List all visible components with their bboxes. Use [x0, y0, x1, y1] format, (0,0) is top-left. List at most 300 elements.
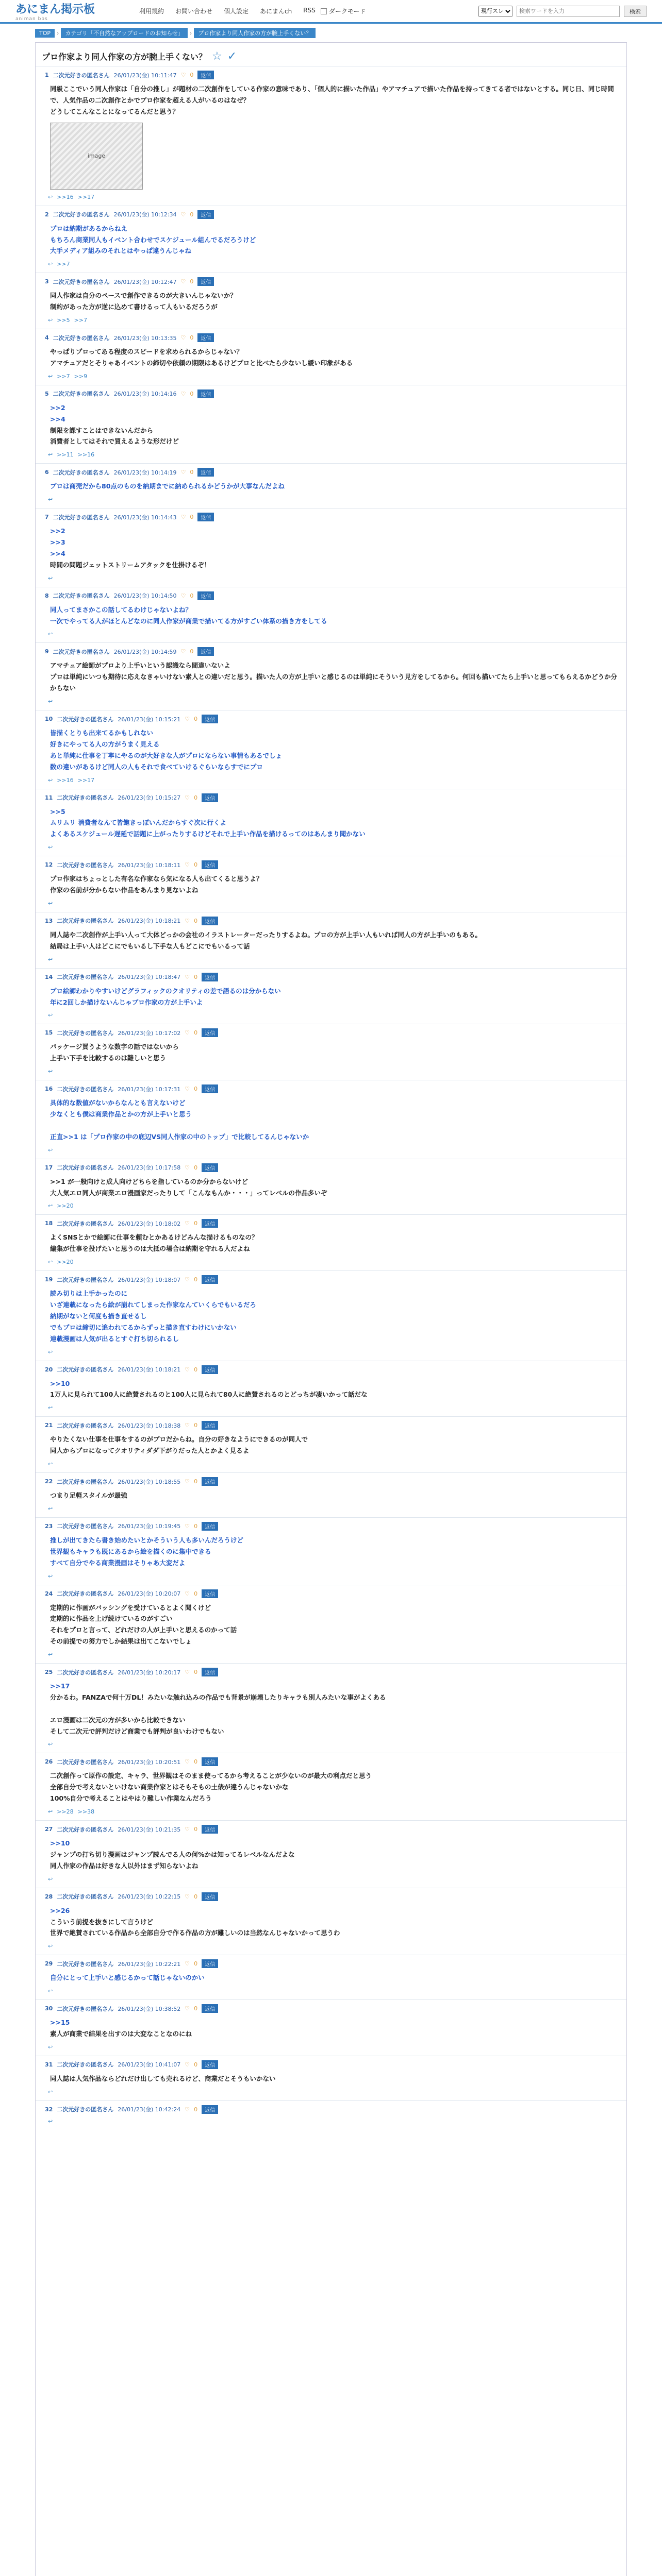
- dark-mode-checkbox[interactable]: [321, 8, 327, 14]
- post-number[interactable]: 27: [45, 1826, 53, 1833]
- like-count: 0: [194, 1960, 198, 1968]
- post-date: 26/01/23(金) 10:18:55: [118, 1478, 181, 1485]
- like-icon[interactable]: ♡: [185, 1893, 190, 1900]
- post-line: 同人作家は自分のペースで創作できるのが大きいんじゃないか？: [50, 292, 237, 300]
- post-line: >>10: [50, 1379, 70, 1387]
- reply-arrow-icon[interactable]: ↩: [48, 1505, 53, 1512]
- reply-arrow-icon[interactable]: ↩: [48, 1012, 53, 1019]
- post-date: 26/01/23(金) 10:20:07: [118, 1590, 181, 1597]
- post-date: 26/01/23(金) 10:17:02: [118, 1029, 181, 1037]
- post: [36, 912, 626, 968]
- search-button[interactable]: 検索: [624, 6, 647, 17]
- post-header: [45, 1219, 617, 1228]
- reply-arrow-icon[interactable]: ↩: [48, 1875, 53, 1883]
- reply-button[interactable]: 返信: [202, 1219, 218, 1228]
- like-icon[interactable]: ♡: [185, 794, 190, 801]
- post-date: 26/01/23(金) 10:20:17: [118, 1669, 181, 1676]
- post-body: [50, 1838, 617, 1872]
- post: [36, 968, 626, 1024]
- reply-button[interactable]: 返信: [202, 2004, 218, 2013]
- post-line: 作家の名前が分からない作品をあんまり見ないよね: [50, 886, 198, 894]
- post-number[interactable]: 2: [45, 211, 49, 218]
- like-icon[interactable]: ♡: [180, 72, 186, 78]
- post-date: 26/01/23(金) 10:14:59: [113, 648, 177, 655]
- breadcrumb-category[interactable]: カテゴリ「不自然なアップロードのお知らせ」: [61, 28, 187, 38]
- post-header: [45, 389, 617, 398]
- reply-button[interactable]: 返信: [197, 71, 214, 79]
- post-number[interactable]: 14: [45, 973, 53, 980]
- post-line: ムリムリ 消費者なんて皆飽きっぽいんだからすぐ次に行くよ: [50, 819, 226, 827]
- post-header: [45, 468, 617, 477]
- post-number[interactable]: 20: [45, 1366, 53, 1373]
- post: [36, 1024, 626, 1080]
- post-footer: [48, 496, 617, 503]
- post-footer: [48, 900, 617, 907]
- post-body: [50, 402, 617, 448]
- reply-arrow-icon[interactable]: ↩: [48, 1988, 53, 1995]
- search-scope-select[interactable]: [478, 6, 512, 17]
- reply-arrow-icon[interactable]: ↩: [48, 574, 53, 582]
- post-line: 大人気エロ同人が商業エロ漫画家だったりして「こんなもんか・・・」ってレベルの作品多いぞ: [50, 1189, 327, 1197]
- post-body: [50, 727, 617, 773]
- reply-button[interactable]: 返信: [202, 793, 218, 802]
- post-line: 具体的な数値がないからなんとも言えないけど: [50, 1099, 186, 1107]
- reply-arrow-icon[interactable]: ↩: [48, 193, 53, 200]
- post-date: 26/01/23(金) 10:18:21: [118, 1366, 181, 1373]
- logo-text[interactable]: あにまん掲示板: [15, 3, 95, 16]
- post-number[interactable]: 30: [45, 2005, 53, 2012]
- post-body: [50, 346, 617, 369]
- reply-arrow-icon[interactable]: ↩: [48, 1741, 53, 1748]
- reply-arrow-icon[interactable]: ↩: [48, 317, 53, 324]
- post-line: ジャンプの打ち切り漫画はジャンプ読んでる人の何%かは知ってるレベルなんだよな: [50, 1850, 295, 1858]
- post-line: 制限を課すことはできないんだから: [50, 426, 154, 434]
- nav-terms[interactable]: 利用規約: [139, 8, 164, 15]
- like-count: 0: [190, 514, 194, 521]
- nav-contact[interactable]: お問い合わせ: [175, 8, 213, 15]
- reply-button[interactable]: 返信: [202, 917, 218, 925]
- like-icon[interactable]: ♡: [185, 1029, 190, 1037]
- post-line: プロ絵師わかりやすいけどグラフィックのクオリティの差で語るのは分からない: [50, 987, 281, 995]
- post-number[interactable]: 18: [45, 1220, 53, 1227]
- reply-button[interactable]: 返信: [202, 1959, 218, 1968]
- reply-link[interactable]: >>7: [57, 372, 70, 380]
- reply-link[interactable]: >>16: [77, 451, 95, 459]
- reply-button[interactable]: 返信: [197, 513, 214, 521]
- like-count: 0: [190, 278, 194, 285]
- post-number[interactable]: 29: [45, 1960, 53, 1968]
- post-date: 26/01/23(金) 10:18:07: [118, 1276, 181, 1283]
- reply-arrow-icon[interactable]: ↩: [48, 451, 53, 459]
- reply-link[interactable]: >>11: [57, 451, 74, 459]
- post-line: 1万人に見られて100人に絶賛されるのと100人に見られて80人に絶賛されるのとどっちが凄いかって話だな: [50, 1391, 368, 1399]
- reply-arrow-icon[interactable]: ↩: [48, 698, 53, 705]
- post-number[interactable]: 19: [45, 1276, 53, 1283]
- like-icon[interactable]: ♡: [180, 514, 186, 521]
- reply-button[interactable]: 返信: [202, 1163, 218, 1172]
- reply-arrow-icon[interactable]: ↩: [48, 1461, 53, 1467]
- like-icon[interactable]: ♡: [185, 1086, 190, 1093]
- nav-settings[interactable]: 個人設定: [224, 8, 249, 15]
- reply-link[interactable]: >>17: [77, 193, 95, 200]
- like-icon[interactable]: ♡: [185, 2106, 190, 2113]
- reply-arrow-icon[interactable]: ↩: [48, 2088, 53, 2095]
- like-icon[interactable]: ♡: [185, 1276, 190, 1283]
- like-icon[interactable]: ♡: [185, 1478, 190, 1485]
- like-icon[interactable]: ♡: [180, 592, 186, 599]
- post-line: つまり足軽スタイルが最強: [50, 1492, 127, 1499]
- like-count: 0: [194, 794, 198, 801]
- post-date: 26/01/23(金) 10:12:34: [113, 211, 177, 218]
- reply-arrow-icon[interactable]: ↩: [48, 1808, 53, 1815]
- post-header: [45, 1084, 617, 1093]
- reply-arrow-icon[interactable]: ↩: [48, 1651, 53, 1658]
- reply-arrow-icon[interactable]: ↩: [48, 2043, 53, 2050]
- post-date: 26/01/23(金) 10:15:27: [118, 794, 181, 801]
- post-body: [50, 929, 617, 952]
- post-number[interactable]: 10: [45, 716, 53, 722]
- post: [36, 1472, 626, 1517]
- reply-button[interactable]: 返信: [197, 389, 214, 398]
- reply-arrow-icon[interactable]: ↩: [48, 1259, 53, 1266]
- thread-container: [35, 42, 627, 2576]
- post-line: プロは商売だから80点のものを納期までに納められるかどうかが大事なんだよね: [50, 482, 285, 490]
- post-date: 26/01/23(金) 10:38:52: [118, 2005, 181, 2012]
- post-number[interactable]: 21: [45, 1422, 53, 1429]
- reply-link[interactable]: >>9: [74, 372, 88, 380]
- like-icon[interactable]: ♡: [185, 1220, 190, 1227]
- post-footer: [48, 575, 617, 582]
- like-count: 0: [194, 716, 198, 722]
- post-number[interactable]: 31: [45, 2061, 53, 2068]
- post-line: 編集が仕事を投げたいと思うのは大抵の場合は納期を守れる人だよね: [50, 1245, 250, 1253]
- reply-arrow-icon[interactable]: ↩: [48, 956, 53, 963]
- reply-link[interactable]: >>20: [57, 1202, 74, 1210]
- reply-button[interactable]: 返信: [202, 1477, 218, 1486]
- like-count: 0: [190, 72, 194, 78]
- post: [36, 508, 626, 587]
- reply-button[interactable]: 返信: [202, 1825, 218, 1834]
- reply-arrow-icon[interactable]: ↩: [48, 2117, 53, 2125]
- like-icon[interactable]: ♡: [185, 716, 190, 722]
- like-count: 0: [194, 1422, 198, 1429]
- like-icon[interactable]: ♡: [185, 917, 190, 924]
- breadcrumb-top[interactable]: TOP: [35, 29, 55, 38]
- post: [36, 2056, 626, 2100]
- post-footer: [48, 2089, 617, 2095]
- reply-arrow-icon[interactable]: ↩: [48, 261, 53, 268]
- post-body: [50, 806, 617, 840]
- post-header: [45, 793, 617, 802]
- like-icon[interactable]: ♡: [185, 1669, 190, 1675]
- post-line: 自分にとって上手いと感じるかって話じゃないのかい: [50, 1974, 205, 1982]
- like-icon[interactable]: ♡: [180, 390, 186, 397]
- reply-arrow-icon[interactable]: ↩: [48, 1348, 53, 1355]
- reply-arrow-icon[interactable]: ↩: [48, 900, 53, 907]
- like-icon[interactable]: ♡: [180, 469, 186, 476]
- like-count: 0: [194, 1276, 198, 1283]
- reply-button[interactable]: 返信: [197, 210, 214, 219]
- post-footer: [48, 1012, 617, 1019]
- like-icon[interactable]: ♡: [185, 1164, 190, 1171]
- post-body: [50, 1972, 617, 1984]
- reply-arrow-icon[interactable]: ↩: [48, 776, 53, 784]
- post-header: [45, 1365, 617, 1374]
- like-count: 0: [194, 917, 198, 924]
- post-date: 26/01/23(金) 10:18:47: [118, 974, 181, 981]
- post-footer: [48, 1505, 617, 1512]
- dark-mode-label: ダークモード: [328, 8, 366, 15]
- post: [36, 1416, 626, 1472]
- post-number[interactable]: 6: [45, 469, 49, 476]
- nav-animanch[interactable]: あにまんch: [260, 8, 292, 15]
- post-number[interactable]: 25: [45, 1669, 53, 1675]
- twitter-share-icon[interactable]: ✓: [227, 50, 237, 63]
- like-icon[interactable]: ♡: [185, 1826, 190, 1833]
- post-footer: [48, 317, 617, 324]
- post-number[interactable]: 24: [45, 1590, 53, 1597]
- like-count: 0: [194, 1590, 198, 1597]
- post-body: [50, 223, 617, 257]
- reply-button[interactable]: 返信: [202, 973, 218, 981]
- nav-rss[interactable]: RSS: [303, 7, 316, 14]
- post-number[interactable]: 15: [45, 1029, 53, 1037]
- post-body: [50, 1097, 617, 1143]
- poster-name: 二次元好きの匿名さん: [53, 391, 110, 398]
- reply-link[interactable]: >>20: [57, 1259, 74, 1266]
- like-icon[interactable]: ♡: [185, 861, 190, 869]
- post-body: [50, 986, 617, 1008]
- post-body: [50, 2073, 617, 2084]
- reply-arrow-icon[interactable]: ↩: [48, 1572, 53, 1580]
- post-footer: [48, 194, 617, 200]
- post-line: 二次創作って原作の設定、キャラ、世界観はそのまま使ってるから考えることが少ないのが最大の利点だと思う: [50, 1772, 372, 1780]
- post-line: >>15: [50, 2019, 70, 2027]
- reply-button[interactable]: 返信: [202, 1757, 218, 1766]
- poster-name: 二次元好きの匿名さん: [57, 1086, 114, 1093]
- post-number[interactable]: 8: [45, 592, 49, 599]
- like-count: 0: [194, 2061, 198, 2068]
- reply-button[interactable]: 返信: [202, 860, 218, 869]
- like-icon[interactable]: ♡: [185, 2005, 190, 2012]
- like-count: 0: [194, 2005, 198, 2012]
- reply-arrow-icon[interactable]: ↩: [48, 1202, 53, 1210]
- reply-button[interactable]: 返信: [202, 1365, 218, 1374]
- post-number[interactable]: 3: [45, 278, 49, 285]
- post-header: [45, 210, 617, 219]
- poster-name: 二次元好きの匿名さん: [57, 716, 114, 723]
- reply-link[interactable]: >>28: [57, 1808, 74, 1815]
- post: [36, 385, 626, 464]
- like-count: 0: [194, 1164, 198, 1171]
- post-body: [50, 604, 617, 627]
- like-count: 0: [194, 1086, 198, 1093]
- post-line: 同人誌や二次創作が上手い人って大体どっかの会社のイラストレーターだったりするよね。プロの方が上手い人もいれば同人の方が上手いのもある。: [50, 930, 482, 939]
- poster-name: 二次元好きの匿名さん: [57, 861, 114, 869]
- post-date: 26/01/23(金) 10:17:58: [118, 1164, 181, 1172]
- reply-button[interactable]: 返信: [202, 1522, 218, 1531]
- post-number[interactable]: 28: [45, 1893, 53, 1900]
- reply-button[interactable]: 返信: [197, 277, 214, 286]
- post-header: [45, 1668, 617, 1676]
- reply-button[interactable]: 返信: [202, 1892, 218, 1901]
- poster-name: 二次元好きの匿名さん: [53, 211, 110, 218]
- post-body: [50, 481, 617, 492]
- post-number[interactable]: 12: [45, 861, 53, 869]
- post-body: [50, 1770, 617, 1804]
- post-body: [50, 83, 617, 117]
- like-icon[interactable]: ♡: [185, 2061, 190, 2068]
- post-line: 素人が商業で結果を出すのは大変なことなのにね: [50, 2030, 192, 2038]
- post-number[interactable]: 16: [45, 1086, 53, 1093]
- post-body: [50, 526, 617, 571]
- search-input[interactable]: [517, 6, 620, 17]
- post-line: >>26: [50, 1906, 70, 1914]
- reply-button[interactable]: 返信: [197, 333, 214, 342]
- star-icon[interactable]: ☆: [212, 50, 222, 63]
- post-date: 26/01/23(金) 10:19:45: [118, 1523, 181, 1530]
- post-header: [45, 1892, 617, 1901]
- post-number[interactable]: 13: [45, 917, 53, 924]
- like-icon[interactable]: ♡: [180, 211, 186, 218]
- site-logo[interactable]: [15, 1, 129, 22]
- reply-button[interactable]: 返信: [197, 647, 214, 656]
- like-icon[interactable]: ♡: [180, 278, 186, 285]
- post-number[interactable]: 17: [45, 1164, 53, 1171]
- post-line: それをプロと言って、どれだけの人が上手いと思えるのかって話: [50, 1626, 237, 1634]
- breadcrumb-separator: ›: [189, 29, 192, 37]
- poster-name: 二次元好きの匿名さん: [57, 974, 114, 981]
- reply-arrow-icon[interactable]: ↩: [48, 372, 53, 380]
- post: [36, 206, 626, 273]
- breadcrumb: [0, 24, 662, 42]
- like-icon[interactable]: ♡: [185, 1960, 190, 1968]
- poster-name: 二次元好きの匿名さん: [57, 794, 114, 801]
- post-header: [45, 1477, 617, 1486]
- post-line: 同人作家の作品は好きな人以外はまず知らないよね: [50, 1861, 198, 1870]
- post-footer: [48, 698, 617, 705]
- poster-name: 二次元好きの匿名さん: [57, 1478, 114, 1485]
- post-footer: [48, 1404, 617, 1411]
- post-footer: [48, 1988, 617, 1994]
- like-icon[interactable]: ♡: [185, 1758, 190, 1766]
- post-header: [45, 1757, 617, 1766]
- reply-button[interactable]: 返信: [202, 1275, 218, 1284]
- reply-arrow-icon[interactable]: ↩: [48, 1943, 53, 1950]
- top-nav: [139, 7, 316, 15]
- like-icon[interactable]: ♡: [180, 334, 186, 341]
- like-icon[interactable]: ♡: [180, 648, 186, 655]
- post-date: 26/01/23(金) 10:12:47: [113, 278, 177, 285]
- like-icon[interactable]: ♡: [185, 1522, 190, 1530]
- like-icon[interactable]: ♡: [185, 1422, 190, 1429]
- like-count: 0: [194, 1669, 198, 1675]
- post-footer: [48, 1876, 617, 1883]
- post-footer: [48, 261, 617, 267]
- reply-button[interactable]: 返信: [202, 1589, 218, 1598]
- reply-button[interactable]: 返信: [197, 468, 214, 477]
- post-line: >>4: [50, 415, 65, 423]
- post-date: 26/01/23(金) 10:42:24: [118, 2106, 181, 2113]
- reply-link[interactable]: >>7: [57, 261, 70, 268]
- like-count: 0: [194, 1758, 198, 1766]
- like-count: 0: [194, 1522, 198, 1530]
- poster-name: 二次元好きの匿名さん: [57, 1758, 114, 1766]
- reply-button[interactable]: 返信: [202, 1084, 218, 1093]
- post-number[interactable]: 22: [45, 1478, 53, 1485]
- reply-arrow-icon[interactable]: ↩: [48, 496, 53, 503]
- post-image[interactable]: [50, 123, 143, 190]
- poster-name: 二次元好きの匿名さん: [57, 1523, 114, 1530]
- reply-link[interactable]: >>16: [57, 193, 74, 200]
- thread-title: プロ作家より同人作家の方が腕上手くない？: [42, 52, 207, 62]
- post-number[interactable]: 4: [45, 334, 49, 341]
- reply-button[interactable]: 返信: [202, 1668, 218, 1676]
- post: [36, 587, 626, 643]
- post-header: [45, 917, 617, 925]
- post-number[interactable]: 11: [45, 794, 53, 801]
- post-number[interactable]: 7: [45, 514, 49, 521]
- post-line: [50, 1120, 617, 1131]
- post-number[interactable]: 1: [45, 72, 49, 78]
- like-icon[interactable]: ♡: [185, 1366, 190, 1373]
- post-body: [50, 1176, 617, 1199]
- post-line: パッケージ買うような数字の話ではないから: [50, 1043, 179, 1051]
- post-body: [50, 1232, 617, 1255]
- dark-mode-toggle[interactable]: [321, 7, 366, 15]
- post-line: 世界で絶賛されている作品から全部自分で作る作品の方が難しいのは当然なんじゃないかって思うわ: [50, 1929, 340, 1937]
- post-number[interactable]: 26: [45, 1758, 53, 1766]
- post-footer: [48, 1259, 617, 1265]
- like-icon[interactable]: ♡: [185, 973, 190, 980]
- post-line: やりたくない仕事を仕事をするのがプロだからね。自分の好きなようにできるのが同人で: [50, 1435, 308, 1444]
- post-footer: [48, 1808, 617, 1815]
- post-number[interactable]: 23: [45, 1522, 53, 1530]
- reply-link[interactable]: >>7: [74, 317, 88, 324]
- breadcrumb-thread[interactable]: プロ作家より同人作家の方が腕上手くない？: [194, 28, 316, 38]
- reply-arrow-icon[interactable]: ↩: [48, 631, 53, 638]
- post: [36, 1159, 626, 1215]
- reply-button[interactable]: 返信: [202, 1421, 218, 1430]
- reply-link[interactable]: >>16: [57, 776, 74, 784]
- post-number[interactable]: 9: [45, 648, 49, 655]
- like-count: 0: [194, 1478, 198, 1485]
- reply-link[interactable]: >>5: [57, 317, 70, 324]
- post-footer: [48, 1943, 617, 1950]
- reply-button[interactable]: 返信: [202, 2105, 218, 2114]
- reply-arrow-icon[interactable]: ↩: [48, 1146, 53, 1154]
- reply-link[interactable]: >>17: [77, 776, 95, 784]
- post: [36, 710, 626, 789]
- reply-arrow-icon[interactable]: ↩: [48, 844, 53, 851]
- post-number[interactable]: 32: [45, 2106, 53, 2113]
- post-date: 26/01/23(金) 10:13:35: [113, 334, 177, 342]
- post-number[interactable]: 5: [45, 390, 49, 397]
- logo-subtext: animan bbs: [15, 16, 48, 22]
- reply-button[interactable]: 返信: [202, 2060, 218, 2069]
- reply-button[interactable]: 返信: [197, 591, 214, 600]
- reply-arrow-icon[interactable]: ↩: [48, 1068, 53, 1075]
- post-header: [45, 1163, 617, 1172]
- post-line: やっぱりプロってある程度のスピードを求められるからじゃない？: [50, 348, 243, 355]
- like-icon[interactable]: ♡: [185, 1590, 190, 1597]
- post-date: 26/01/23(金) 10:14:43: [113, 514, 177, 521]
- reply-button[interactable]: 返信: [202, 715, 218, 723]
- reply-arrow-icon[interactable]: ↩: [48, 1404, 53, 1412]
- post: [36, 1585, 626, 1664]
- reply-link[interactable]: >>38: [77, 1808, 95, 1815]
- reply-button[interactable]: 返信: [202, 1028, 218, 1037]
